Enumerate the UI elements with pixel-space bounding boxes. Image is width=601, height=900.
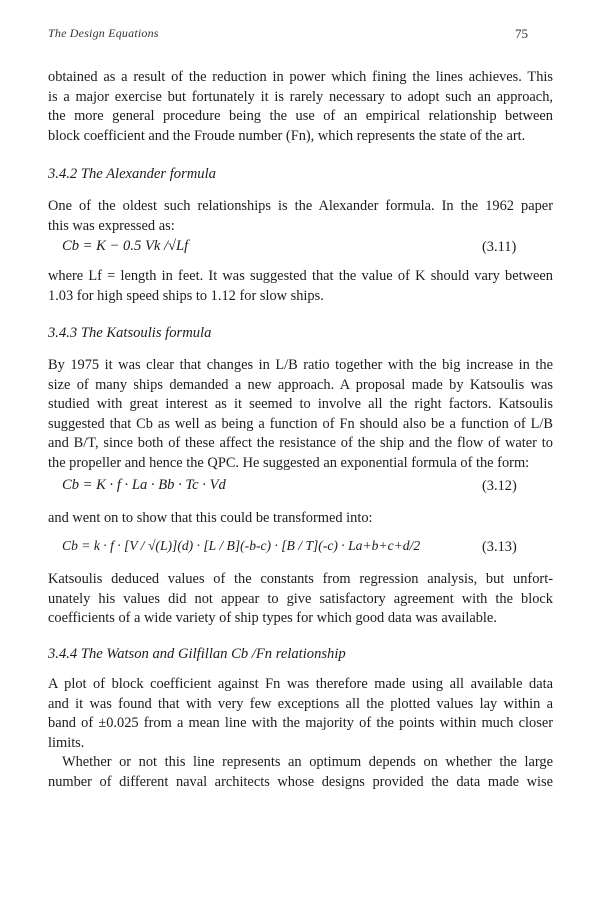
text-line: size of many ships demanded a new approach. A proposal made by Katsoulis was bbox=[48, 376, 553, 393]
opening-paragraph bbox=[48, 68, 553, 146]
text-line: the more general procedure being the use of an empirical relationship between bbox=[48, 108, 553, 125]
page-number: 75 bbox=[515, 26, 528, 41]
equation-3-11: Cb = K − 0.5 Vk /√Lf bbox=[62, 238, 189, 254]
text-line: is a major exercise but fortunately it is rarely necessary to adopt such an approach, bbox=[48, 88, 553, 105]
text-line: obtained as a result of the reduction in power which fining the lines achieves. This bbox=[48, 69, 553, 85]
text-line: the propeller and hence the QPC. He suggested an exponential formula of the form: bbox=[48, 454, 530, 471]
alexander-explanation bbox=[48, 267, 553, 306]
section-heading: 3.4.2 The Alexander formula bbox=[48, 166, 216, 182]
watson-gilfillan-paragraph bbox=[48, 675, 553, 753]
equation-3-13: Cb = k · f · [V / √(L)](d) · [L / B](-b-c) · [B / T](-c) · La+b+c+d/2 bbox=[62, 538, 421, 553]
running-title: The Design Equations bbox=[48, 26, 159, 40]
text-line: suggested that Cb as well as being a function of Fn should also be a function of L/B bbox=[48, 415, 553, 432]
text-line: By 1975 it was clear that changes in L/B ratio together with the big increase in the bbox=[48, 357, 553, 373]
text-line: Katsoulis deduced values of the constants from regression analysis, but unfort- bbox=[48, 571, 553, 587]
text-line: block coefficient and the Froude number (Fn), which represents the state of the art. bbox=[48, 127, 526, 144]
text-line: A plot of block coefficient against Fn was therefore made using all available data bbox=[48, 676, 553, 692]
text-line: number of different naval architects whose designs provided the data made wise bbox=[48, 773, 553, 790]
text-line: and went on to show that this could be transformed into: bbox=[48, 510, 373, 526]
katsoulis-transition bbox=[48, 509, 553, 529]
text-line: band of ±0.025 from a mean line with the majority of the points within much closer bbox=[48, 715, 553, 732]
equation-number: (3.11) bbox=[482, 239, 517, 255]
equation-number: (3.13) bbox=[482, 539, 517, 555]
watson-gilfillan-continuation bbox=[48, 753, 553, 792]
text-line: Whether or not this line represents an optimum depends on whether the large bbox=[62, 754, 553, 770]
katsoulis-intro bbox=[48, 356, 553, 474]
katsoulis-result bbox=[48, 570, 553, 629]
text-line: where Lf = length in feet. It was suggested that the value of K should vary between bbox=[48, 268, 553, 284]
text-line: studied with great interest as it seemed to involve all the right factors. Katsoulis bbox=[48, 396, 553, 413]
equation-number: (3.12) bbox=[482, 478, 517, 494]
section-heading: 3.4.3 The Katsoulis formula bbox=[48, 325, 212, 341]
text-line: this was expressed as: bbox=[48, 217, 175, 234]
text-line: and it was found that with very few exceptions all the plotted values lay within a bbox=[48, 695, 553, 712]
text-line: and B/T, since both of these affect the resistance of the ship and the flow of water to bbox=[48, 435, 553, 452]
text-line: limits. bbox=[48, 734, 85, 751]
text-line: coefficients of a wide variety of ship types for which good data was available. bbox=[48, 610, 497, 627]
equation-3-12: Cb = K · f · La · Bb · Tc · Vd bbox=[62, 477, 226, 493]
text-line: One of the oldest such relationships is the Alexander formula. In the 1962 paper bbox=[48, 198, 553, 214]
text-line: 1.03 for high speed ships to 1.12 for slow ships. bbox=[48, 287, 324, 304]
text-line: unately his values did not appear to give satisfactory agreement with the block bbox=[48, 590, 553, 607]
section-heading: 3.4.4 The Watson and Gilfillan Cb /Fn relationship bbox=[48, 646, 346, 662]
alexander-intro bbox=[48, 197, 553, 236]
